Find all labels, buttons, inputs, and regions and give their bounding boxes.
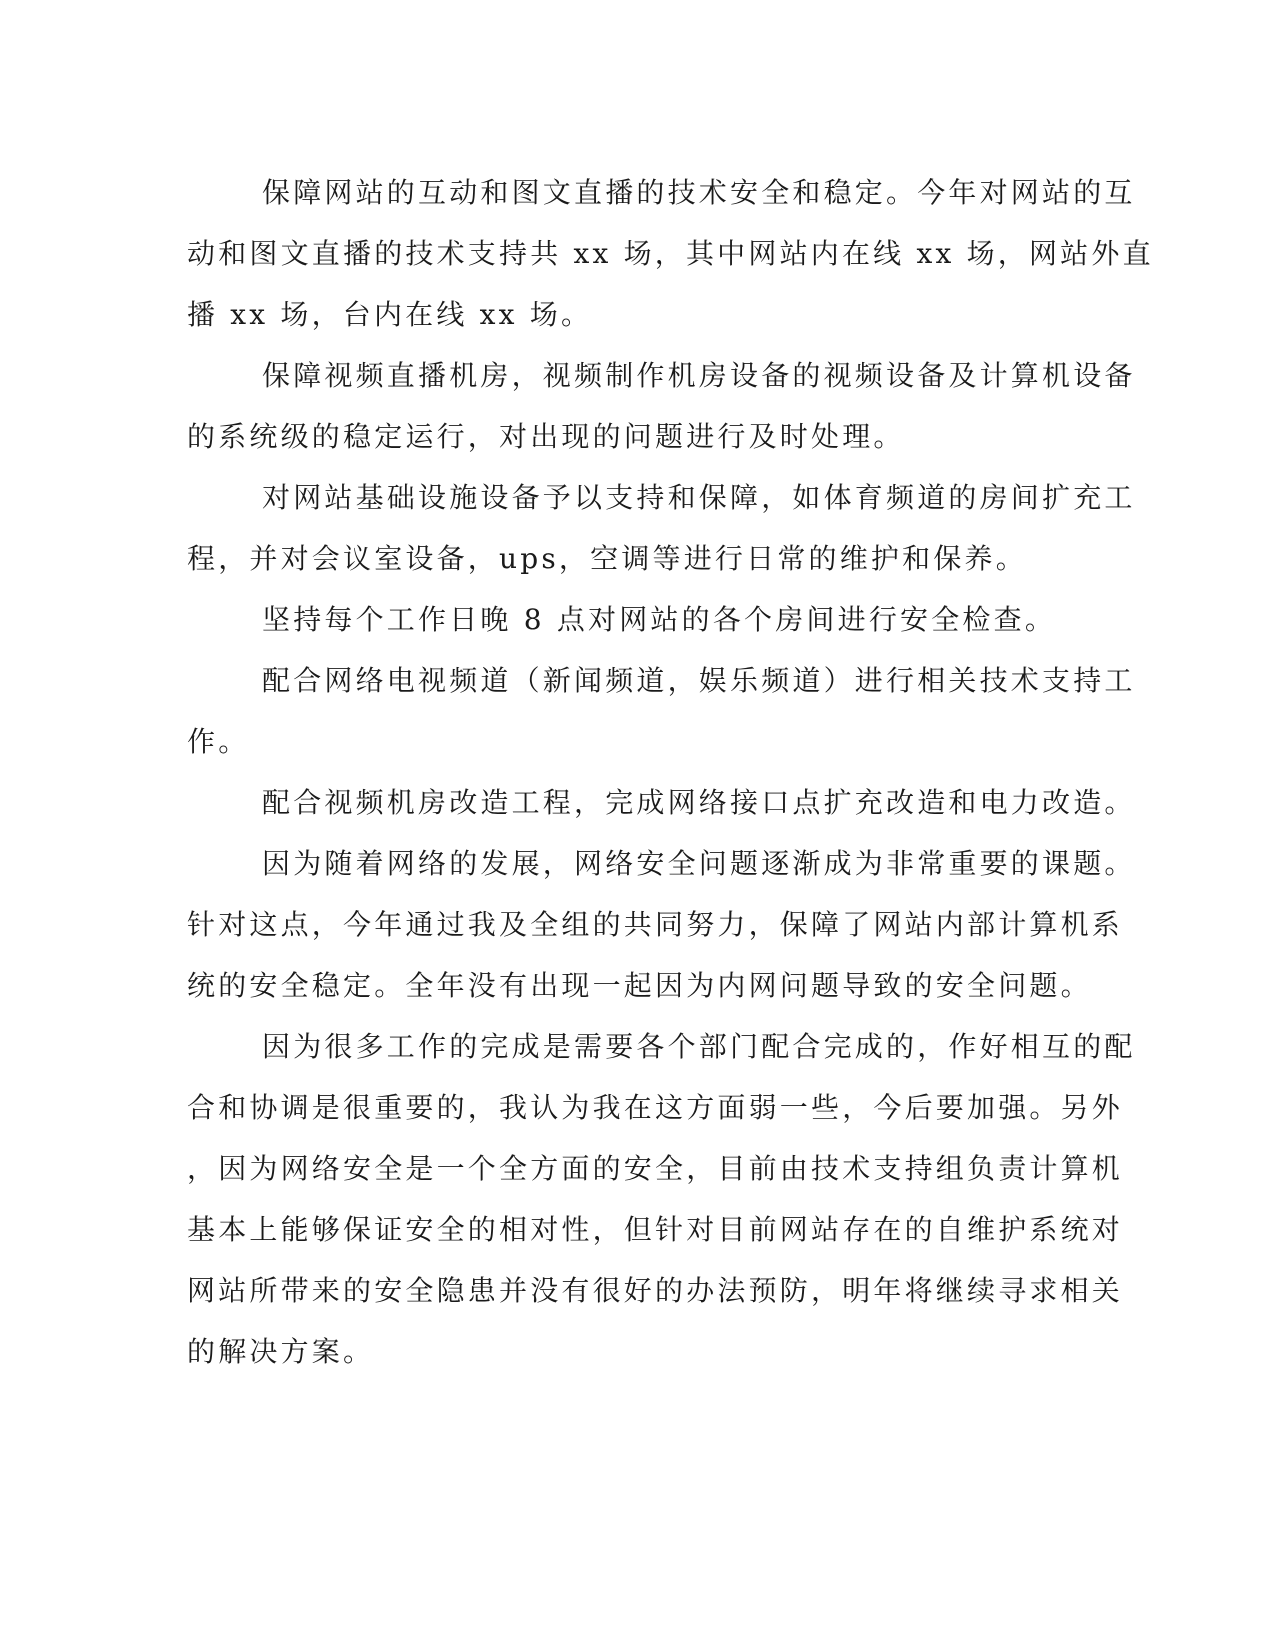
paragraph-3: [187, 467, 1136, 589]
paragraph-line: 配合网络电视频道（新闻频道，娱乐频道）进行相关技术支持工: [262, 664, 1136, 697]
paragraph-5: [187, 650, 1136, 772]
paragraph-line: 合和协调是很重要的，我认为我在这方面弱一些，今后要加强。另外: [187, 1091, 1124, 1124]
paragraph-4: [187, 589, 1077, 650]
paragraph-line: 保障视频直播机房，视频制作机房设备的视频设备及计算机设备: [262, 359, 1136, 392]
paragraph-line: 因为很多工作的完成是需要各个部门配合完成的，作好相互的配: [262, 1030, 1136, 1063]
paragraph-line: 的解决方案。: [187, 1335, 375, 1368]
paragraph-line: 坚持每个工作日晚 8 点对网站的各个房间进行安全检查。: [262, 603, 1057, 636]
document-page: [187, 162, 1154, 1382]
paragraph-line: 对网站基础设施设备予以支持和保障，如体育频道的房间扩充工: [262, 481, 1136, 514]
paragraph-line: ，因为网络安全是一个全方面的安全，目前由技术支持组负责计算机: [187, 1152, 1124, 1185]
paragraph-line: 因为随着网络的发展，网络安全问题逐渐成为非常重要的课题。: [262, 847, 1136, 880]
paragraph-line: 网站所带来的安全隐患并没有很好的办法预防，明年将继续寻求相关: [187, 1274, 1124, 1307]
paragraph-line: 统的安全稳定。全年没有出现一起因为内网问题导致的安全问题。: [187, 969, 1092, 1002]
paragraph-6: [187, 772, 1136, 833]
paragraph-1: [187, 162, 1154, 345]
paragraph-line: 的系统级的稳定运行，对出现的问题进行及时处理。: [187, 420, 905, 453]
paragraph-line: 动和图文直播的技术支持共 xx 场，其中网站内在线 xx 场，网站外直: [187, 237, 1154, 270]
paragraph-line: 保障网站的互动和图文直播的技术安全和稳定。今年对网站的互: [262, 176, 1136, 209]
paragraph-line: 配合视频机房改造工程，完成网络接口点扩充改造和电力改造。: [262, 786, 1136, 819]
paragraph-2: [187, 345, 1136, 467]
paragraph-line: 程，并对会议室设备，ups，空调等进行日常的维护和保养。: [187, 542, 1027, 575]
paragraph-line: 播 xx 场，台内在线 xx 场。: [187, 298, 593, 331]
paragraph-7: [187, 833, 1136, 1016]
paragraph-line: 基本上能够保证安全的相对性，但针对目前网站存在的自维护系统对: [187, 1213, 1124, 1246]
paragraph-line: 作。: [187, 725, 250, 758]
paragraph-8: [187, 1016, 1136, 1382]
paragraph-line: 针对这点，今年通过我及全组的共同努力，保障了网站内部计算机系: [187, 908, 1124, 941]
